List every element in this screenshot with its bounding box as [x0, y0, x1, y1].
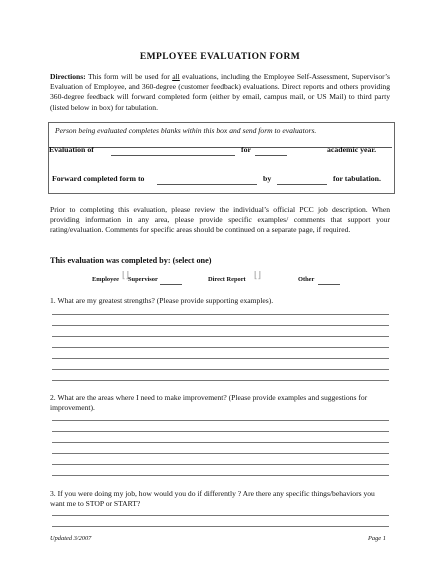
- answer-line[interactable]: [52, 431, 389, 432]
- employee-checkbox-icon[interactable]: ⌊⌋: [122, 270, 130, 280]
- academic-year-field[interactable]: [255, 155, 287, 156]
- answer-line[interactable]: [52, 453, 389, 454]
- option-supervisor[interactable]: Supervisor: [128, 276, 158, 283]
- answer-line[interactable]: [52, 464, 389, 465]
- direct-report-checkbox-icon[interactable]: ⌊⌋: [254, 270, 262, 280]
- supervisor-checkbox[interactable]: [160, 284, 182, 285]
- by-label: by: [263, 174, 272, 183]
- footer-page-number: Page 1: [368, 535, 386, 542]
- box-instruction: Person being evaluated completes blanks within this box and send form to evaluators.: [55, 126, 317, 135]
- answer-line[interactable]: [52, 325, 389, 326]
- answer-line[interactable]: [52, 336, 389, 337]
- answer-line[interactable]: [52, 442, 389, 443]
- directions-label: Directions:: [50, 72, 86, 81]
- answer-line[interactable]: [52, 475, 389, 476]
- prior-instructions: Prior to completing this evaluation, please review the individual’s official PCC job description. When providing information in any area, please provide specific examples/ comments that support your rating/evaluation. Comments for specific areas should be continued on a separate page, if required.: [50, 205, 390, 235]
- directions-text-b: evaluations, including the Employee Self-Assessment, Supervisor’s Evaluation of Employee, and 360-degree (customer feedback) evaluations. Direct reports and others providing 360-degree feedback will forward completed form (either by email, campus mail, or US Mail) to third party (listed below in box) for tabulation.: [50, 72, 390, 112]
- for-tabulation-label: for tabulation.: [333, 174, 381, 183]
- completed-by-label: This evaluation was completed by: (select one): [50, 256, 212, 265]
- academic-year-label: academic year.: [327, 145, 377, 154]
- for-label: for: [241, 145, 251, 154]
- question-1: 1. What are my greatest strengths? (Please provide supporting examples).: [50, 296, 274, 305]
- option-other[interactable]: Other: [298, 276, 315, 283]
- other-checkbox[interactable]: [318, 284, 340, 285]
- answer-line[interactable]: [52, 526, 389, 527]
- form-title: EMPLOYEE EVALUATION FORM: [139, 52, 301, 62]
- forward-to-field[interactable]: [157, 184, 257, 185]
- directions-all: all: [172, 72, 180, 81]
- answer-line[interactable]: [52, 314, 389, 315]
- answer-line[interactable]: [52, 347, 389, 348]
- question-2: 2. What are the areas where I need to make improvement? (Please provide examples and suggestions for improvement).: [50, 393, 368, 413]
- by-date-field[interactable]: [277, 184, 327, 185]
- evaluation-of-field[interactable]: [111, 155, 235, 156]
- option-employee[interactable]: Employee: [92, 276, 119, 283]
- option-direct-report[interactable]: Direct Report: [208, 276, 246, 283]
- footer-updated: Updated 3/2007: [50, 535, 92, 542]
- directions-paragraph: [50, 72, 390, 113]
- answer-line[interactable]: [52, 369, 389, 370]
- directions-text-a: This form will be used for: [85, 72, 173, 81]
- answer-line[interactable]: [52, 515, 389, 516]
- question-3: 3. If you were doing my job, how would you do if differently ? Are there any specific things/behaviors you want me to STOP or START?: [50, 489, 375, 509]
- answer-line[interactable]: [52, 420, 389, 421]
- answer-line[interactable]: [52, 380, 389, 381]
- forward-to-label: Forward completed form to: [52, 174, 145, 183]
- evaluation-of-label: Evaluation of: [49, 145, 94, 154]
- answer-line[interactable]: [52, 358, 389, 359]
- evaluatee-info-box: [48, 122, 395, 194]
